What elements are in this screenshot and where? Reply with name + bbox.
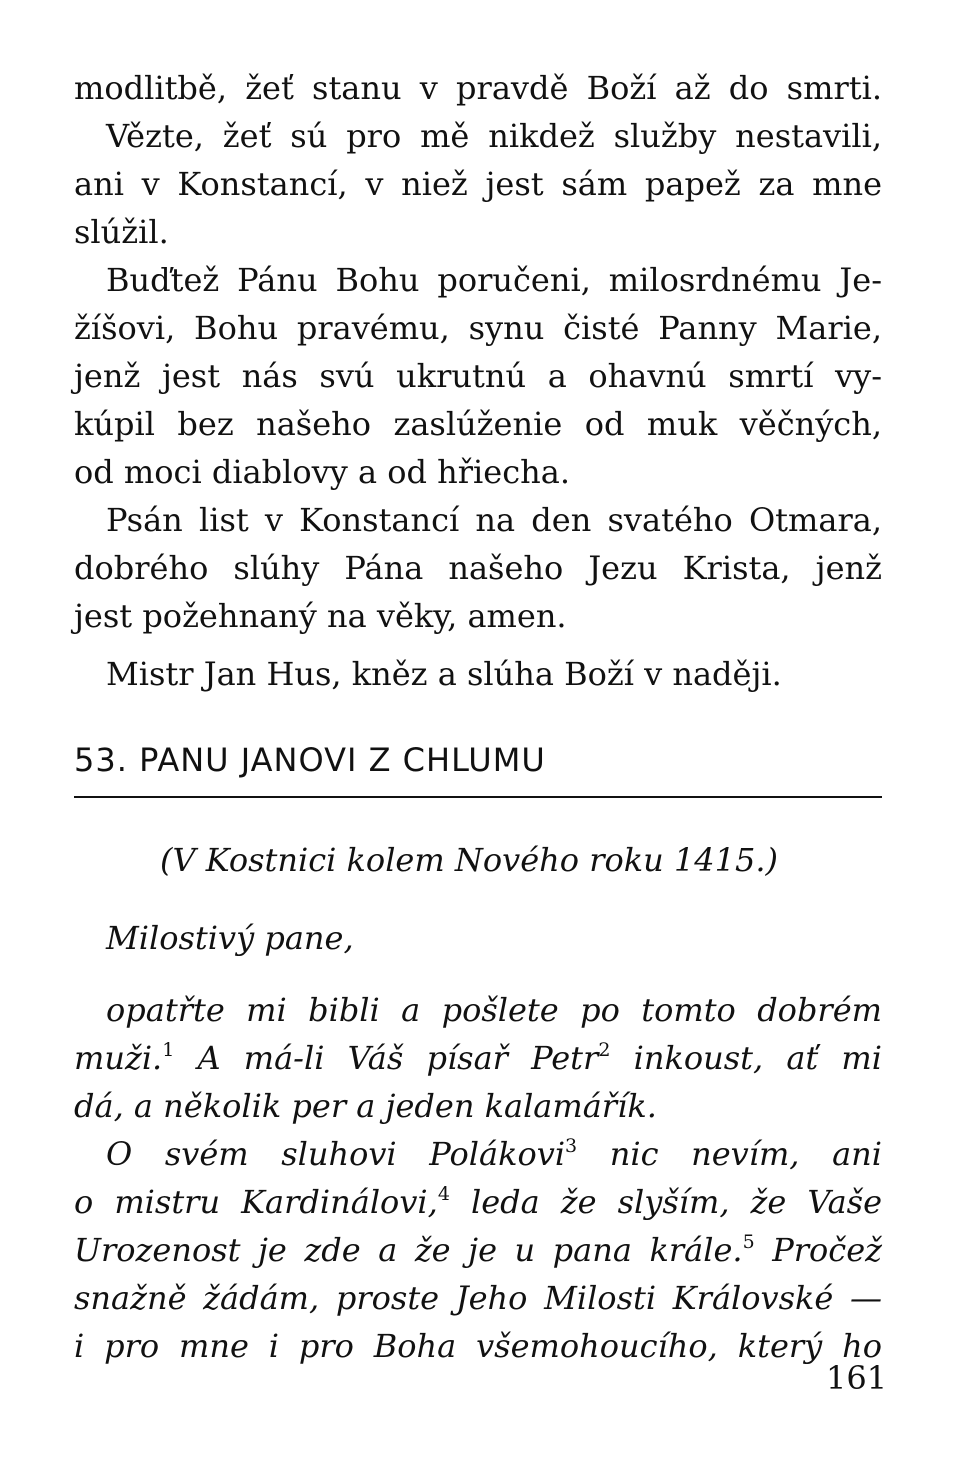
- footnote-ref: 1: [162, 1039, 175, 1061]
- footnote-ref: 4: [437, 1183, 450, 1205]
- top-text-block: [74, 64, 882, 698]
- footnote-ref: 3: [565, 1135, 578, 1157]
- text-fragment: muži.: [74, 1039, 163, 1077]
- text-line: Psán list v Konstancí na den svatého Otmara,: [106, 501, 882, 539]
- text-fragment: nic nevím, ani: [577, 1135, 882, 1173]
- heading-rule: [74, 796, 882, 798]
- text-line: [74, 1034, 882, 1082]
- text-line: jenž jest nás svú ukrutnú a ohavnú smrtí vy-: [74, 357, 882, 395]
- salutation: Milostivý pane,: [106, 919, 354, 957]
- text-fragment: A má-li Váš písař Petr: [174, 1039, 599, 1077]
- footnote-ref: 2: [598, 1039, 611, 1061]
- letter-body: [74, 914, 882, 1370]
- text-line: slúžil.: [74, 213, 169, 251]
- signature: Mistr Jan Hus, kněz a slúha Boží v naději.: [106, 655, 782, 693]
- text-line: [74, 986, 882, 1034]
- text-fragment: opatřte mi bibli a pošlete po tomto dobrém: [106, 991, 882, 1029]
- text-fragment: Pročež: [754, 1231, 883, 1269]
- text-line: Buďtež Pánu Bohu poručeni, milosrdnému Je-: [106, 261, 882, 299]
- page-number: 161: [826, 1359, 888, 1397]
- text-line: [74, 1178, 882, 1226]
- text-line: [74, 1322, 882, 1370]
- text-fragment: i pro mne i pro Boha všemohoucího, který ho: [74, 1327, 882, 1365]
- text-fragment: inkoust, ať mi: [610, 1039, 883, 1077]
- text-line: ani v Konstancí, v niež jest sám papež za mne: [74, 165, 882, 203]
- text-fragment: Urozenost je zde a že je u pana krále.: [74, 1231, 743, 1269]
- text-line: [74, 1274, 882, 1322]
- text-line: [74, 1226, 882, 1274]
- text-fragment: dá, a několik per a jeden kalamářík.: [74, 1087, 657, 1125]
- text-line: jest požehnaný na věky, amen.: [74, 597, 567, 635]
- text-line: dobrého slúhy Pána našeho Jezu Krista, jenž: [74, 549, 882, 587]
- text-line: Vězte, žeť sú pro mě nikdež služby nestavili,: [106, 117, 882, 155]
- text-line: žíšovi, Bohu pravému, synu čisté Panny Marie,: [74, 309, 882, 347]
- text-line: [74, 1082, 882, 1130]
- section-heading: 53. PANU JANOVI Z CHLUMU: [74, 741, 546, 779]
- text-line: od moci diablovy a od hřiecha.: [74, 453, 570, 491]
- text-fragment: leda že slyším, že Vaše: [449, 1183, 883, 1221]
- text-fragment: O svém sluhovi Polákovi: [106, 1135, 566, 1173]
- text-fragment: o mistru Kardinálovi,: [74, 1183, 438, 1221]
- text-fragment: snažně žádám, proste Jeho Milosti Královské —: [74, 1279, 882, 1317]
- text-line: [74, 1130, 882, 1178]
- text-line: kúpil bez našeho zaslúženie od muk věčných,: [74, 405, 882, 443]
- text-line: modlitbě, žeť stanu v pravdě Boží až do smrti.: [74, 69, 882, 107]
- footnote-ref: 5: [742, 1231, 755, 1253]
- dateline: (V Kostnici kolem Nového roku 1415.): [160, 841, 779, 879]
